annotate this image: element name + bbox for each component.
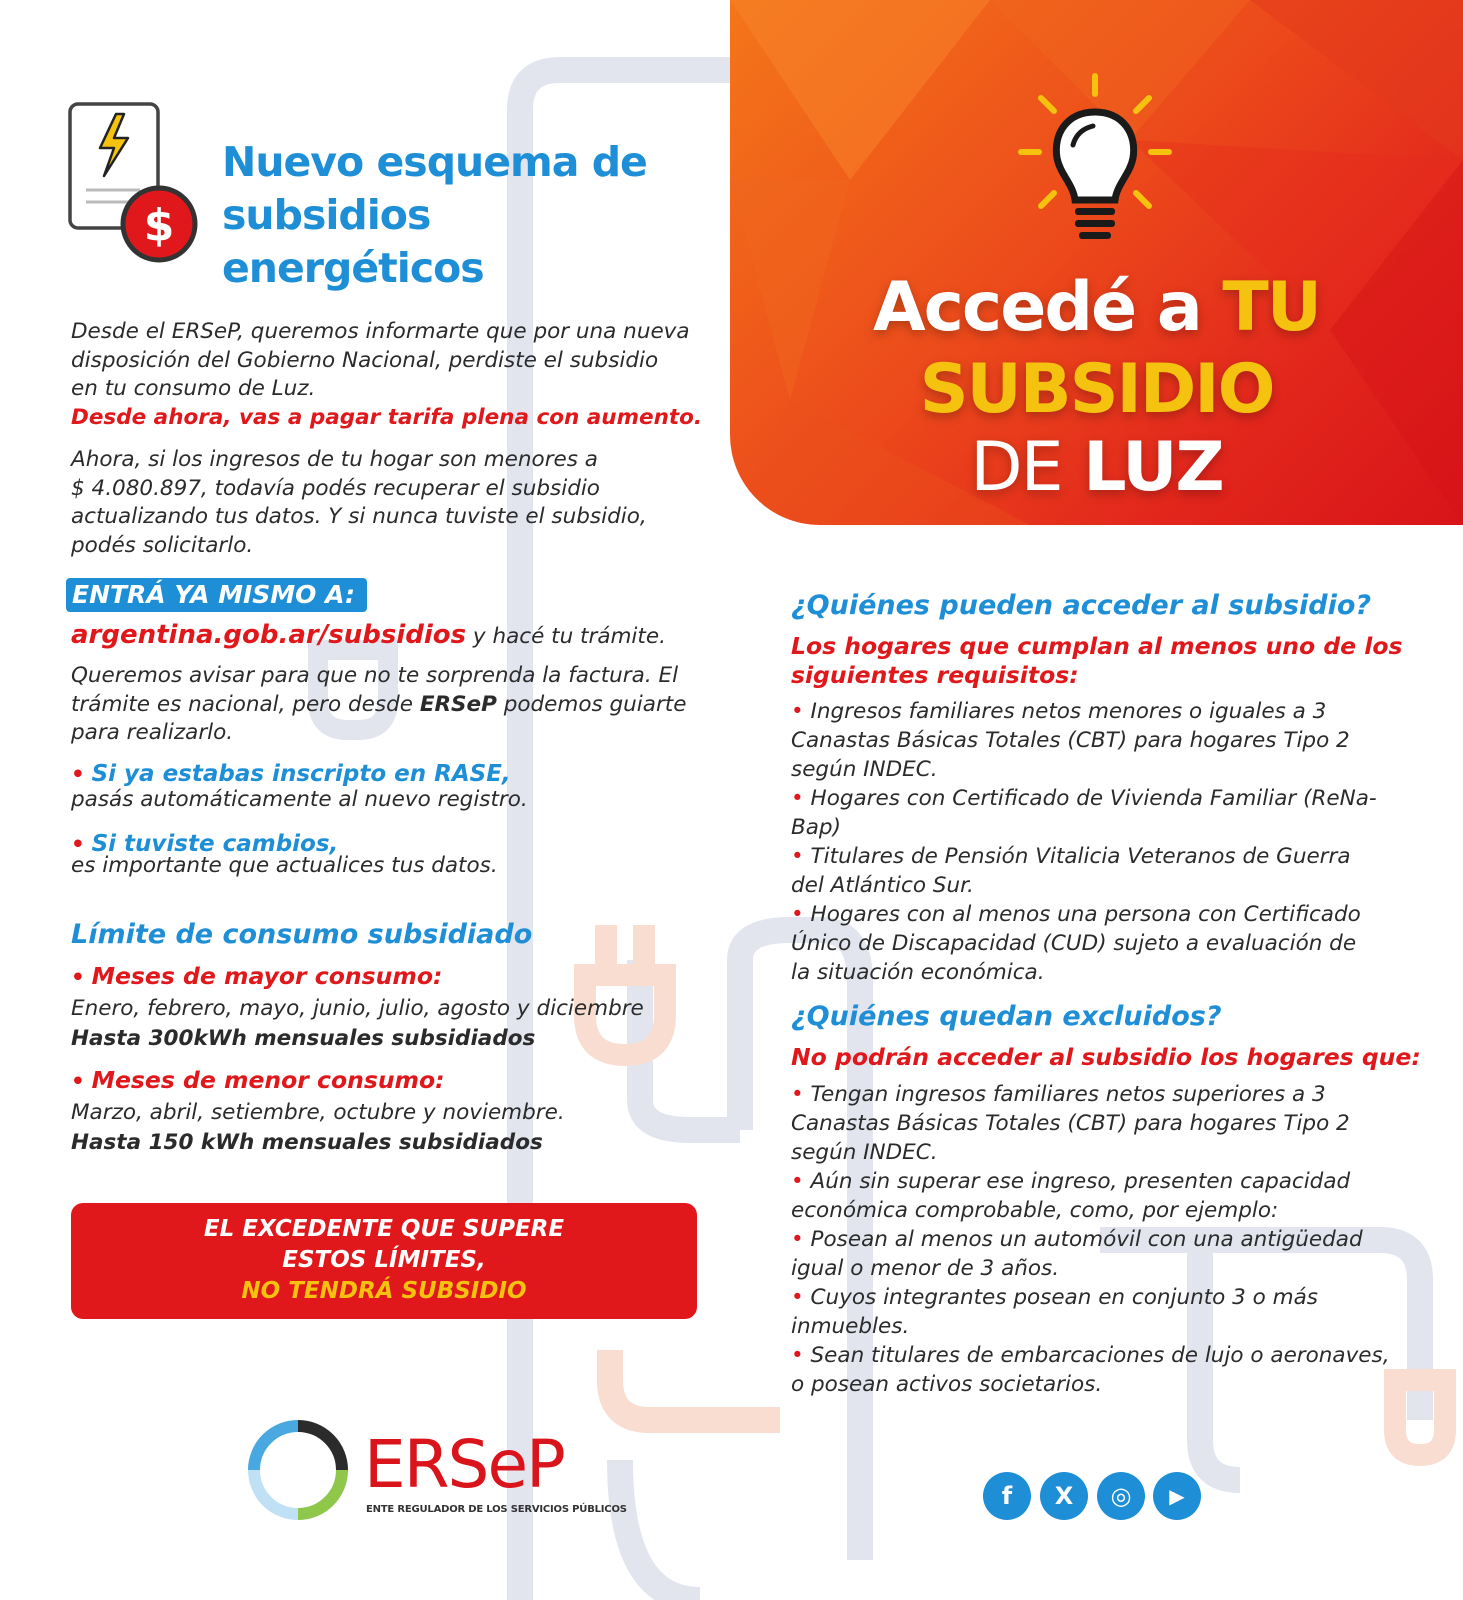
list-item: • Hogares con al menos una persona con Certificado (791, 902, 1361, 927)
hero-banner (730, 0, 1463, 525)
cta-link-line: argentina.gob.ar/subsidios y hacé tu trámite. (71, 620, 666, 650)
hero-title-line3: DE LUZ (970, 428, 1223, 507)
excluded-subheading: No podrán acceder al subsidio los hogares que: (791, 1043, 1421, 1071)
excluded-list: • Tengan ingresos familiares netos superiores a 3 Canastas Básicas Totales (CBT) para hogares Tipo 2 según INDEC. • Aún sin superar ese ingreso, presenten capacidad económica comprobable, como, por ejemplo: • Posean al menos un automóvil con una antigüedad igual o menor de 3 años. • Cuyos integrantes posean en conjunto 3 o más inmuebles. • Sean titulares de embarcaciones de lujo o aeronaves, o posean activos societarios. (791, 1080, 1421, 1399)
ersep-logo-subtitle: ENTE REGULADOR DE LOS SERVICIOS PÚBLICOS (366, 1504, 627, 1515)
list-item: • Aún sin superar ese ingreso, presenten capacidad (791, 1169, 1351, 1194)
who-requirements-list: • Ingresos familiares netos menores o iguales a 3 Canastas Básicas Totales (CBT) para hogares Tipo 2 según INDEC. • Hogares con Certificado de Vivienda Familiar (ReNa- Bap) • Titulares de Pensión Vitalicia Veteranos de Guerra del Atlántico Sur. • Hogares con al menos una persona con Certificado Único de Discapacidad (CUD) sujeto a evaluación de la situación económica. (791, 697, 1421, 987)
x-twitter-icon[interactable]: X (1040, 1472, 1088, 1520)
hero-title-line2: SUBSIDIO (919, 350, 1274, 429)
list-item: • Posean al menos un automóvil con una antigüedad (791, 1227, 1363, 1252)
list-item: • Titulares de Pensión Vitalicia Veteranos de Guerra (791, 844, 1351, 869)
subsidios-link[interactable]: argentina.gob.ar/subsidios (71, 620, 467, 650)
list-item: • Tengan ingresos familiares netos superiores a 3 (791, 1082, 1326, 1107)
hero-title-line1: Accedé a TU (872, 268, 1320, 347)
who-heading: ¿Quiénes pueden acceder al subsidio? (791, 590, 1372, 621)
low-consumption-block: • Meses de menor consumo: Marzo, abril, setiembre, octubre y noviembre. Hasta 150 kWh mensuales subsidiados (71, 1066, 565, 1155)
limits-heading: Límite de consumo subsidiado (71, 919, 533, 950)
intro-warning: Desde ahora, vas a pagar tarifa plena con aumento. (71, 404, 703, 430)
facebook-icon[interactable]: f (983, 1472, 1031, 1520)
list-item: • Hogares con Certificado de Vivienda Familiar (ReNa- (791, 786, 1377, 811)
instagram-icon[interactable]: ◎ (1097, 1472, 1145, 1520)
page-title: Nuevo esquema de subsidios energéticos (222, 138, 647, 292)
cta-badge: ENTRÁ YA MISMO A: (66, 578, 367, 612)
high-consumption-block: • Meses de mayor consumo: Enero, febrero, mayo, junio, julio, agosto y diciembre Hasta 300kWh mensuales subsidiados (71, 962, 644, 1051)
svg-text:$: $ (143, 200, 175, 251)
intro-paragraph: Desde el ERSeP, queremos informarte que por una nueva disposición del Gobierno Nacional, perdiste el subsidio en tu consumo de Luz. Desde ahora, vas a pagar tarifa plena con aumento. (71, 318, 711, 432)
list-item: • Cuyos integrantes posean en conjunto 3 o más (791, 1285, 1318, 1310)
rase-bullet: • Si ya estabas inscripto en RASE, pasás automáticamente al nuevo registro. (71, 761, 528, 812)
who-subheading: Los hogares que cumplan al menos uno de los siguientes requisitos: (791, 632, 1403, 689)
ersep-logo-emblem (248, 1420, 348, 1520)
income-paragraph: Ahora, si los ingresos de tu hogar son menores a $ 4.080.897, todavía podés recuperar el subsidio actualizando tus datos. Y si nunca tuviste el subsidio, podés solicitarlo. (71, 447, 647, 558)
invoice-money-icon (64, 98, 204, 268)
light-bulb-icon (1015, 70, 1175, 255)
ersep-logo-text: ERSeP (364, 1426, 564, 1503)
guide-paragraph: Queremos avisar para que no te sorprenda la factura. El trámite es nacional, pero desde ERSeP podemos guiarte para realizarlo. (71, 663, 687, 745)
excluded-heading: ¿Quiénes quedan excluidos? (791, 1001, 1222, 1032)
list-item: • Sean titulares de embarcaciones de lujo o aeronaves, (791, 1343, 1390, 1368)
changes-bullet: • Si tuviste cambios, es importante que actualices tus datos. (71, 831, 498, 878)
list-item: • Ingresos familiares netos menores o iguales a 3 (791, 699, 1327, 724)
excedente-warning-box: EL EXCEDENTE QUE SUPERE ESTOS LÍMITES, NO TENDRÁ SUBSIDIO (71, 1203, 697, 1319)
youtube-icon[interactable]: ▶ (1153, 1472, 1201, 1520)
